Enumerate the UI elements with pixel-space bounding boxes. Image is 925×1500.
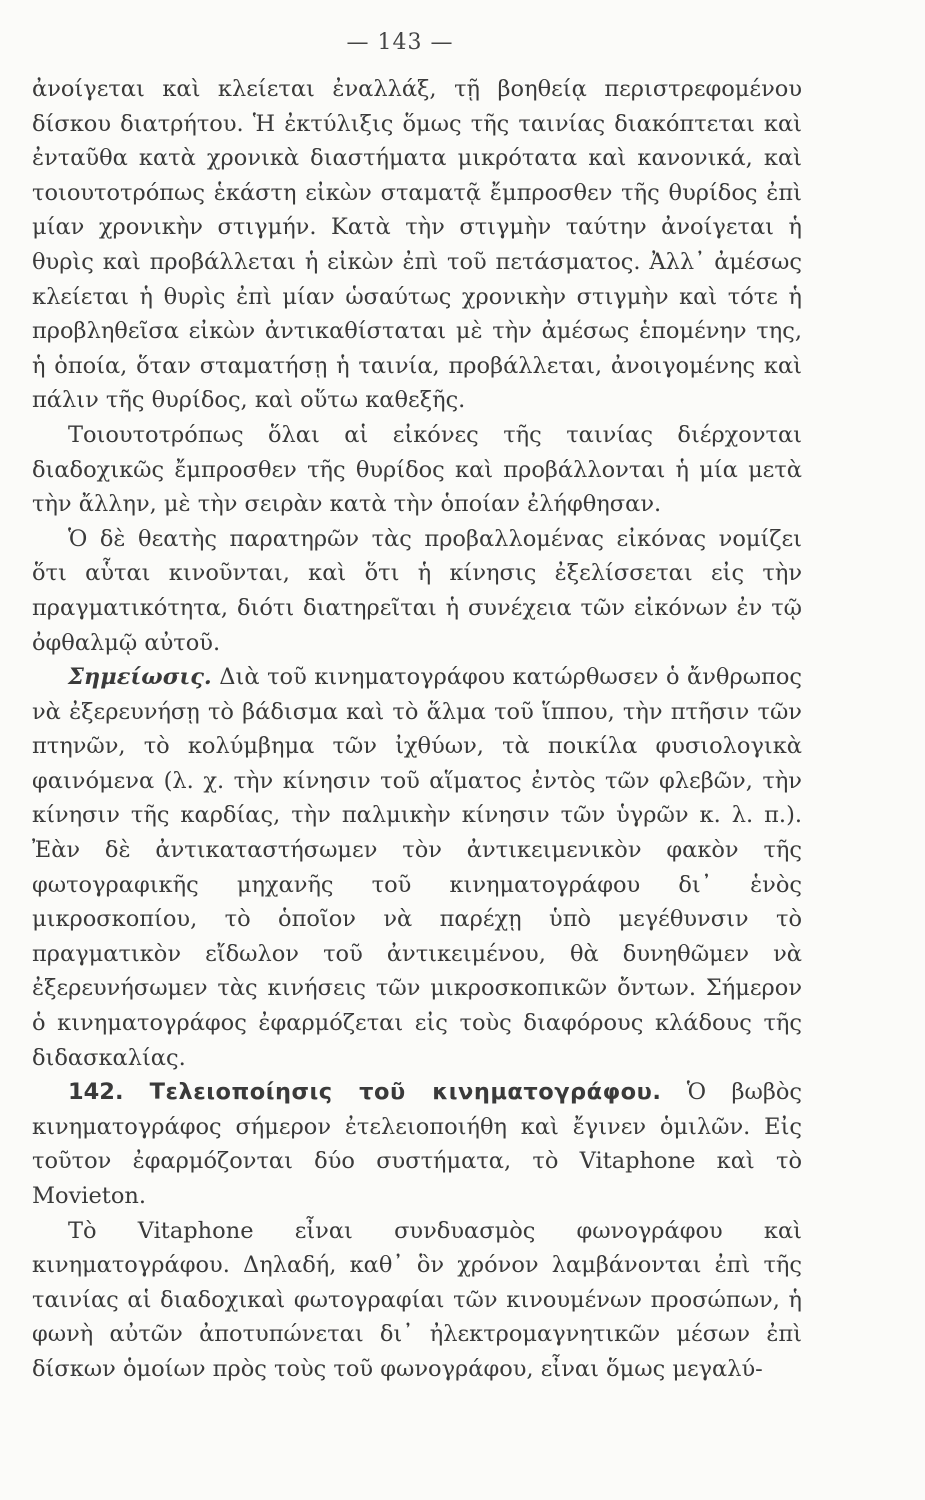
note-label: Σημείωσις. [68,664,212,691]
section-number: 142. [68,1079,124,1106]
section-paragraph [32,1075,802,1213]
paragraph: Ὁ δὲ θεατὴς παρατηρῶν τὰς προβαλλομένας εἰκόνας νομίζει ὅτι αὗται κινοῦνται, καὶ ὅτι ἡ κίνησις ἐξελίσσεται εἰς τὴν πραγματικότητα, διότι διατηρεῖται ἡ συνέχεια τῶν εἰκόνων ἐν τῷ ὀφθαλμῷ αὐτοῦ. [32,525,802,656]
page-number: — 143 — [346,30,454,55]
body-text [32,72,802,1387]
note-paragraph [32,660,802,1075]
paragraph-continuation: ἀνοίγεται καὶ κλείεται ἐναλλάξ, τῇ βοηθείᾳ περιστρεφομένου δίσκου διατρήτου. Ἡ ἐκτύλιξις ὅμως τῆς ταινίας διακόπτεται καὶ ἐνταῦθα κατὰ χρονικὰ διαστήματα μικρότατα καὶ κανονικά, καὶ τοιουτοτρόπως ἑκάστη εἰκὼν σταματᾷ ἔμπροσθεν τῆς θυρίδος ἐπὶ μίαν χρονικὴν στιγμήν. Κατὰ τὴν στιγμὴν ταύτην ἀνοίγεται ἡ θυρὶς καὶ προβάλλεται ἡ εἰκὼν ἐπὶ τοῦ πετάσματος. Ἀλλ᾽ ἀμέσως κλείεται ἡ θυρὶς ἐπὶ μίαν ὡσαύτως χρονικὴν στιγμὴν καὶ τότε ἡ προβληθεῖσα εἰκὼν ἀντικαθίσταται μὲ τὴν ἀμέσως ἑπομένην της, ἡ ὁποία, ὅταν σταματήσῃ ἡ ταινία, προβάλλεται, ἀνοιγομένης καὶ πάλιν τῆς θυρίδος, καὶ οὕτω καθεξῆς. [32,76,802,414]
section-text: Ὁ βωβὸς κινηματογράφος σήμερον ἐτελειοποιήθη καὶ ἔγινεν ὁμιλῶν. Εἰς τοῦτον ἐφαρμόζονται δύο συστήματα, τὸ Vitaphone καὶ τὸ Movieton. [32,1079,803,1209]
section-heading [68,1079,661,1105]
paragraph: Τοιουτοτρόπως ὅλαι αἱ εἰκόνες τῆς ταινίας διέρχονται διαδοχικῶς ἔμπροσθεν τῆς θυρίδος καὶ προβάλλονται ἡ μία μετὰ τὴν ἄλλην, μὲ τὴν σειρὰν κατὰ τὴν ὁποίαν ἐλήφθησαν. [32,421,802,518]
note-text: Διὰ τοῦ κινηματογράφου κατώρθωσεν ὁ ἄνθρωπος νὰ ἐξερευνήσῃ τὸ βάδισμα καὶ τὸ ἅλμα τοῦ ἵππου, τὴν πτῆσιν τῶν πτηνῶν, τὸ κολύμβημα τῶν ἰχθύων, τὰ ποικίλα φυσιολογικὰ φαινόμενα (λ. χ. τὴν κίνησιν τοῦ αἵματος ἐντὸς τῶν φλεβῶν, τὴν κίνησιν τῆς καρδίας, τὴν παλμικὴν κίνησιν τῶν ὑγρῶν κ. λ. π.). Ἐὰν δὲ ἀντικαταστήσωμεν τὸν ἀντικειμενικὸν φακὸν τῆς φωτογραφικῆς μηχανῆς τοῦ κινηματογράφου δι᾽ ἑνὸς μικροσκοπίου, τὸ ὁποῖον νὰ παρέχῃ ὑπὸ μεγέθυνσιν τὸ πραγματικὸν εἴδωλον τοῦ ἀντικειμένου, θὰ δυνηθῶμεν νὰ ἐξερευνήσωμεν τὰς κινήσεις τῶν μικροσκοπικῶν ὄντων. Σήμερον ὁ κινηματογράφος ἐφαρμόζεται εἰς τοὺς διαφόρους κλάδους τῆς διδασκαλίας. [32,664,802,1071]
section-title: Τελειοποίησις τοῦ κινηματογράφου. [149,1079,662,1106]
paragraph: Τὸ Vitaphone εἶναι συνδυασμὸς φωνογράφου καὶ κινηματογράφου. Δηλαδή, καθ᾽ ὃν χρόνον λαμβάνονται ἐπὶ τῆς ταινίας αἱ διαδοχικαὶ φωτογραφίαι τῶν κινουμένων προσώπων, ἡ φωνὴ αὐτῶν ἀποτυπώνεται δι᾽ ἠλεκτρομαγνητικῶν μέσων ἐπὶ δίσκων ὁμοίων πρὸς τοὺς τοῦ φωνογράφου, εἶναι ὅμως μεγαλύ- [32,1217,802,1382]
